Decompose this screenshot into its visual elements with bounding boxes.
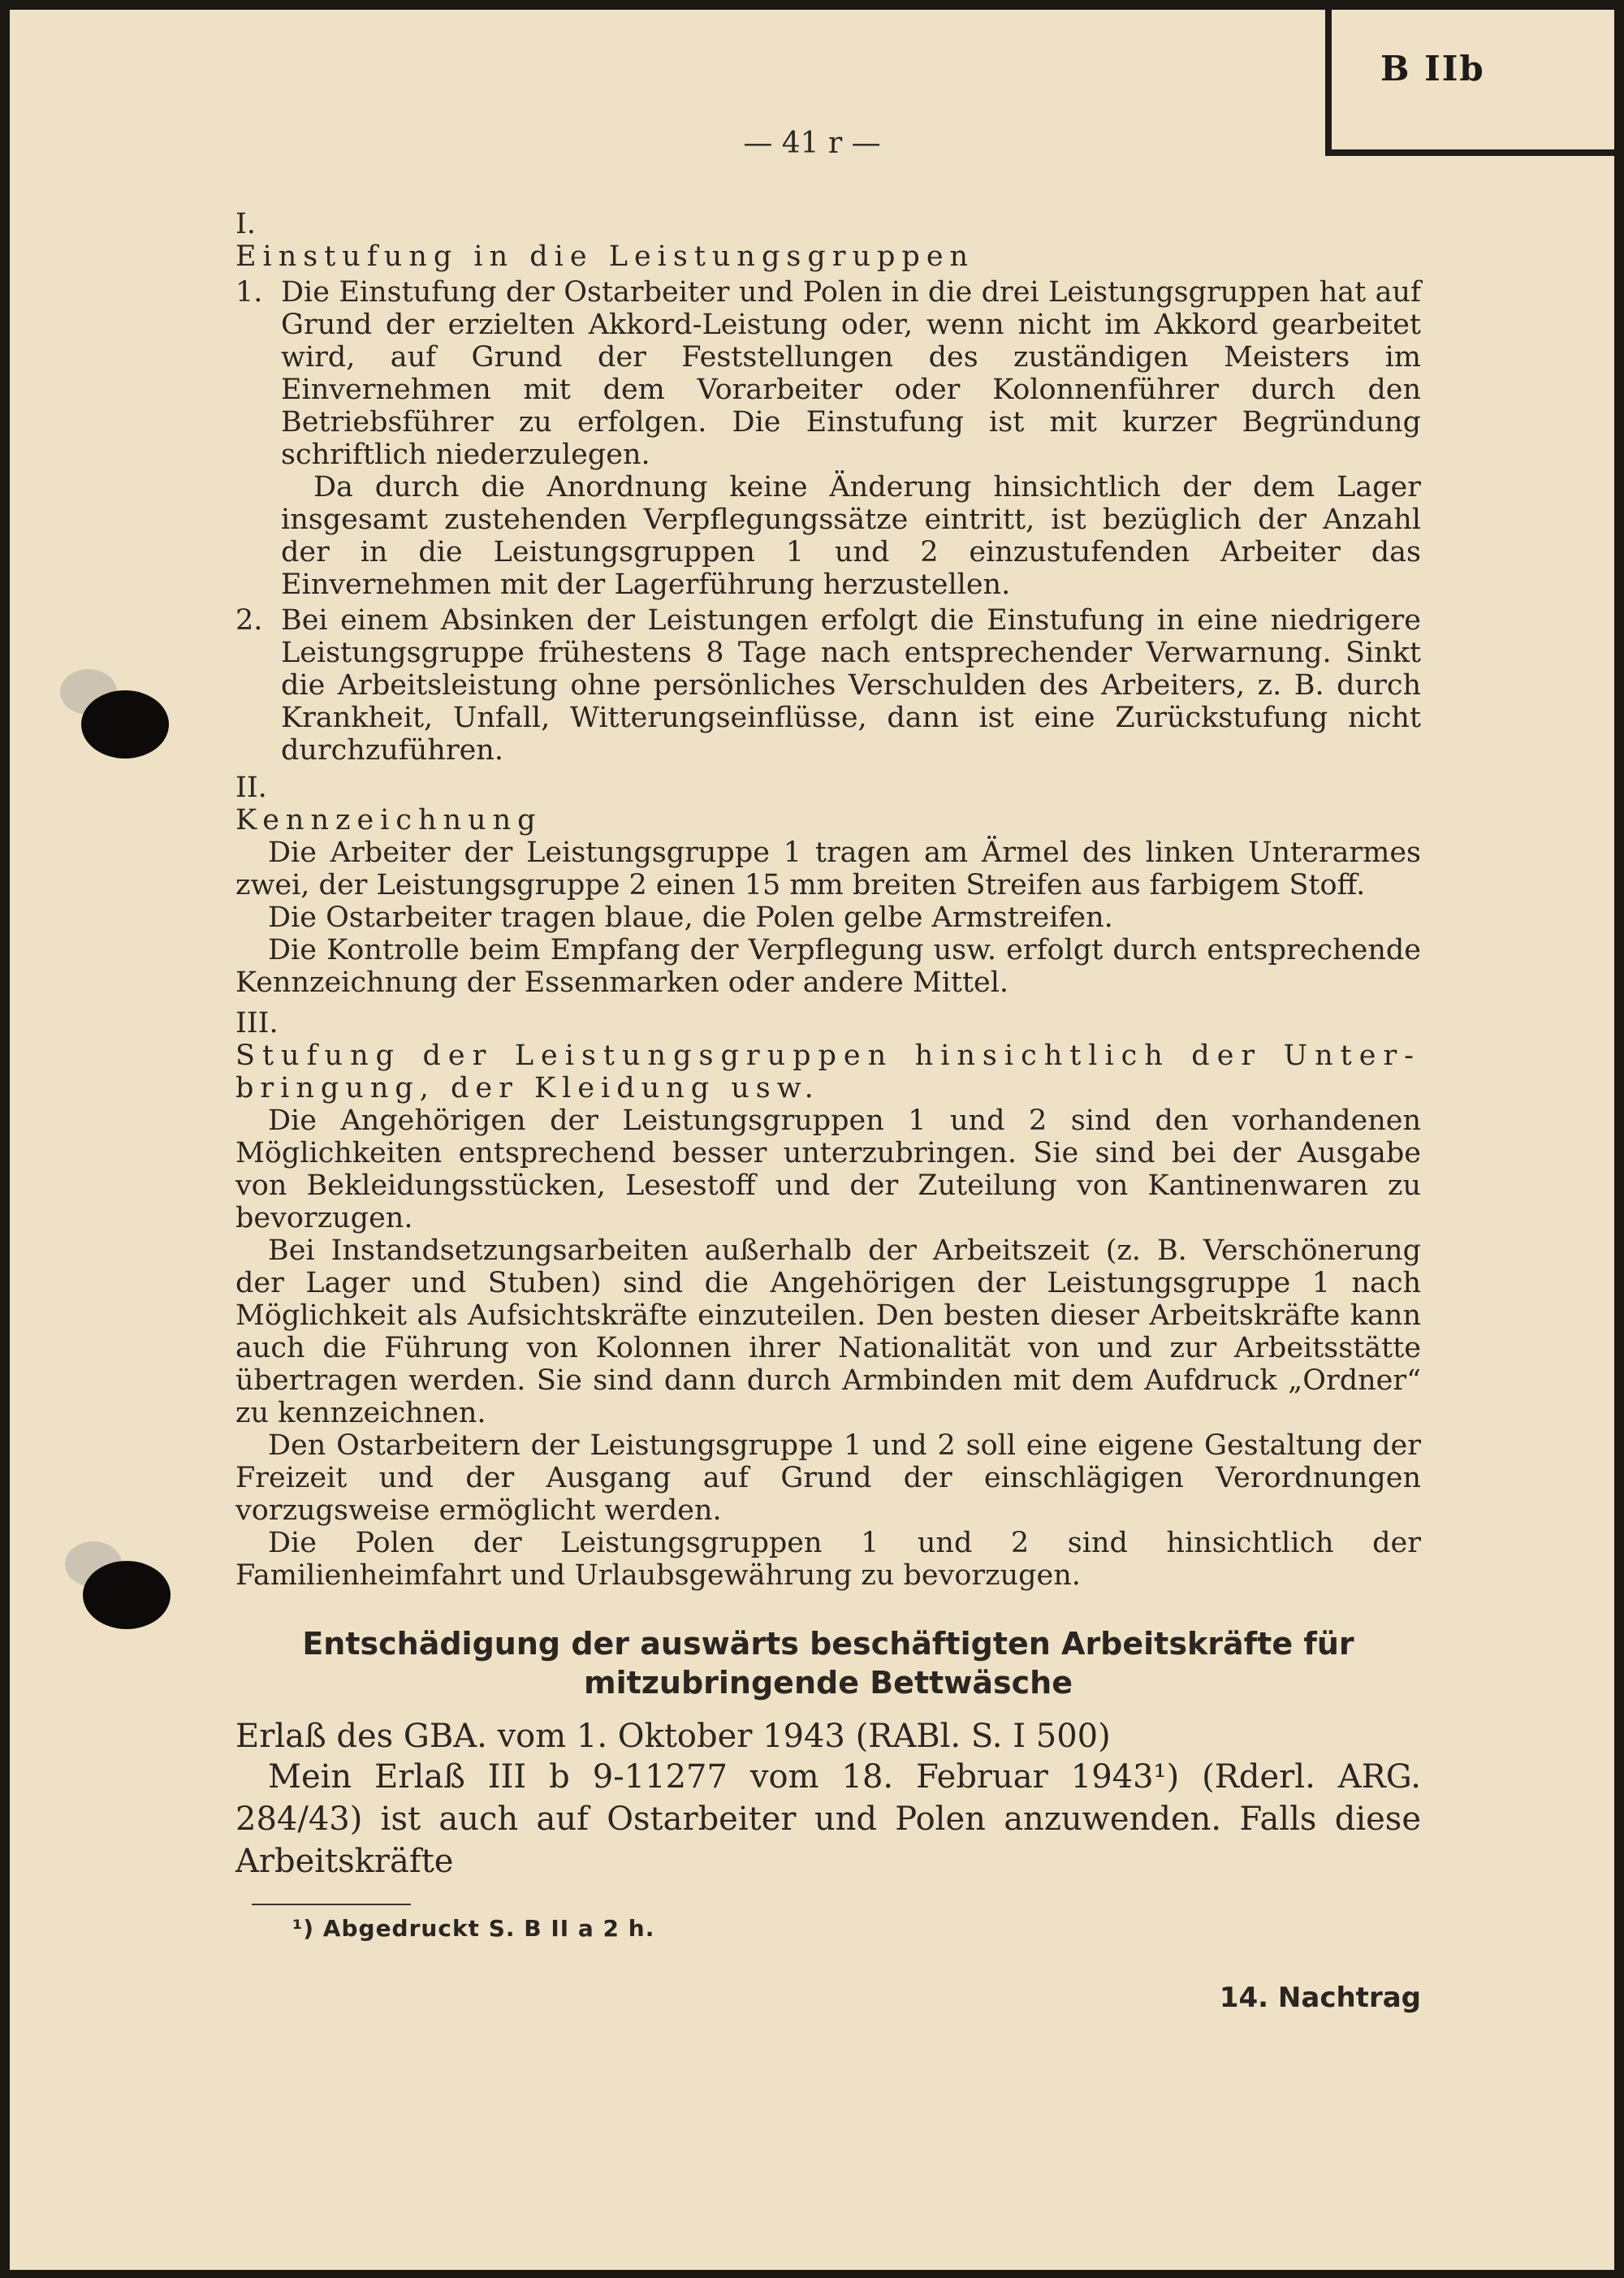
punch-hole <box>81 690 169 759</box>
section-4-heading-line-2: mitzubringende Bettwäsche <box>584 1665 1073 1701</box>
footnote: ¹) Abgedruckt S. B II a 2 h. <box>292 1915 655 1942</box>
paragraph: Die Einstufung der Ostarbeiter und Polen in die drei Leistungsgruppen hat auf Grund der erzielten Akkord-Leistung oder, wenn nicht im Akkord gearbeitet wird, auf Grund der Feststellungen des zuständigen Meisters im Einvernehmen mit dem Vorarbeiter oder Kolonnenführer durch den Betriebsführer zu erfolgen. Die Einstufung ist mit kurzer Begründung schriftlich niederzulegen. <box>281 276 1421 471</box>
section-4-heading-line-1: Entschädigung der auswärts beschäftigten Arbeitskräfte für <box>302 1626 1354 1662</box>
list-item-number: 2. <box>235 604 263 637</box>
footnote-rule <box>252 1904 411 1905</box>
list-item-body <box>281 276 1421 601</box>
decree-reference: Erlaß des GBA. vom 1. Oktober 1943 (RABl. S. I 500) <box>235 1718 1111 1755</box>
supplement-label: 14. Nachtrag <box>1219 1982 1421 2014</box>
paragraph: Die Angehörigen der Leistungsgruppen 1 und 2 sind den vorhandenen Möglichkeiten entsprechend besser unterzubringen. Sie sind bei der Ausgabe von Bekleidungsstücken, Lesestoff und der Zuteilung von Kantinenwaren zu bevorzugen. <box>235 1104 1421 1234</box>
paragraph: Da durch die Anordnung keine Änderung hinsichtlich der dem Lager insgesamt zustehenden Verpflegungssätze eintritt, ist bezüglich der Anzahl der in die Leistungsgruppen 1 und 2 einzustufenden Arbeiter das Einvernehmen mit der Lagerführung herzustellen. <box>281 471 1421 601</box>
punch-hole <box>83 1561 171 1629</box>
section-3-numeral: III. <box>235 1007 279 1040</box>
paragraph: Den Ostarbeitern der Leistungsgruppe 1 und 2 soll eine eigene Gestaltung der Freizeit und der Ausgang auf Grund der einschlägigen Verordnungen vorzugsweise ermöglicht werden. <box>235 1429 1421 1527</box>
paragraph: Die Ostarbeiter tragen blaue, die Polen gelbe Armstreifen. <box>268 901 1113 934</box>
section-1-numeral: I. <box>235 208 256 240</box>
section-1-heading: Einstufung in die Leistungsgruppen <box>235 240 975 273</box>
list-item <box>235 604 1421 767</box>
section-3-heading-line-2: bringung, der Kleidung usw. <box>235 1072 820 1104</box>
register-tab-label: B IIb <box>1380 49 1485 89</box>
page-number: — 41 r — <box>743 127 881 160</box>
paragraph: Die Polen der Leistungsgruppen 1 und 2 sind hinsichtlich der Familienheimfahrt und Urlaubsgewährung zu bevorzugen. <box>235 1527 1421 1592</box>
section-2-numeral: II. <box>235 772 267 804</box>
paragraph: Bei einem Absinken der Leistungen erfolgt die Einstufung in eine niedrigere Leistungsgruppe frühestens 8 Tage nach entsprechender Verwarnung. Sinkt die Arbeitsleistung ohne persönliches Verschulden des Arbeiters, z. B. durch Krankheit, Unfall, Witterungseinflüsse, dann ist eine Zurückstufung nicht durchzuführen. <box>281 604 1421 767</box>
list-item-body <box>281 604 1421 767</box>
section-2-heading: Kennzeichnung <box>235 804 542 836</box>
paragraph: Die Kontrolle beim Empfang der Verpflegung usw. erfolgt durch entsprechende Kennzeichnung der Essenmarken oder andere Mittel. <box>235 934 1421 999</box>
document-body <box>235 208 1421 1943</box>
list-item <box>235 276 1421 601</box>
paragraph: Die Arbeiter der Leistungsgruppe 1 tragen am Ärmel des linken Unterarmes zwei, der Leistungsgruppe 2 einen 15 mm breiten Streifen aus farbigem Stoff. <box>235 836 1421 901</box>
section-3-heading-line-1: Stufung der Leistungsgruppen hinsichtlich der Unter- <box>235 1040 1421 1072</box>
section-4-heading <box>235 1624 1421 1702</box>
paragraph: Mein Erlaß III b 9-11277 vom 18. Februar 1943¹) (Rderl. ARG. 284/43) ist auch auf Ostarbeiter und Polen anzuwenden. Falls diese Arbeitskräfte <box>235 1758 1421 1880</box>
paragraph: Bei Instandsetzungsarbeiten außerhalb der Arbeitszeit (z. B. Verschönerung der Lager und Stuben) sind die Angehörigen der Leistungsgruppe 1 nach Möglichkeit als Aufsichtskräfte einzuteilen. Den besten dieser Arbeitskräfte kann auch die Führung von Kolonnen ihrer Nationalität von und zur Arbeitsstätte übertragen werden. Sie sind dann durch Armbinden mit dem Aufdruck „Ordner“ zu kennzeichnen. <box>235 1234 1421 1429</box>
list-item-number: 1. <box>235 276 263 309</box>
